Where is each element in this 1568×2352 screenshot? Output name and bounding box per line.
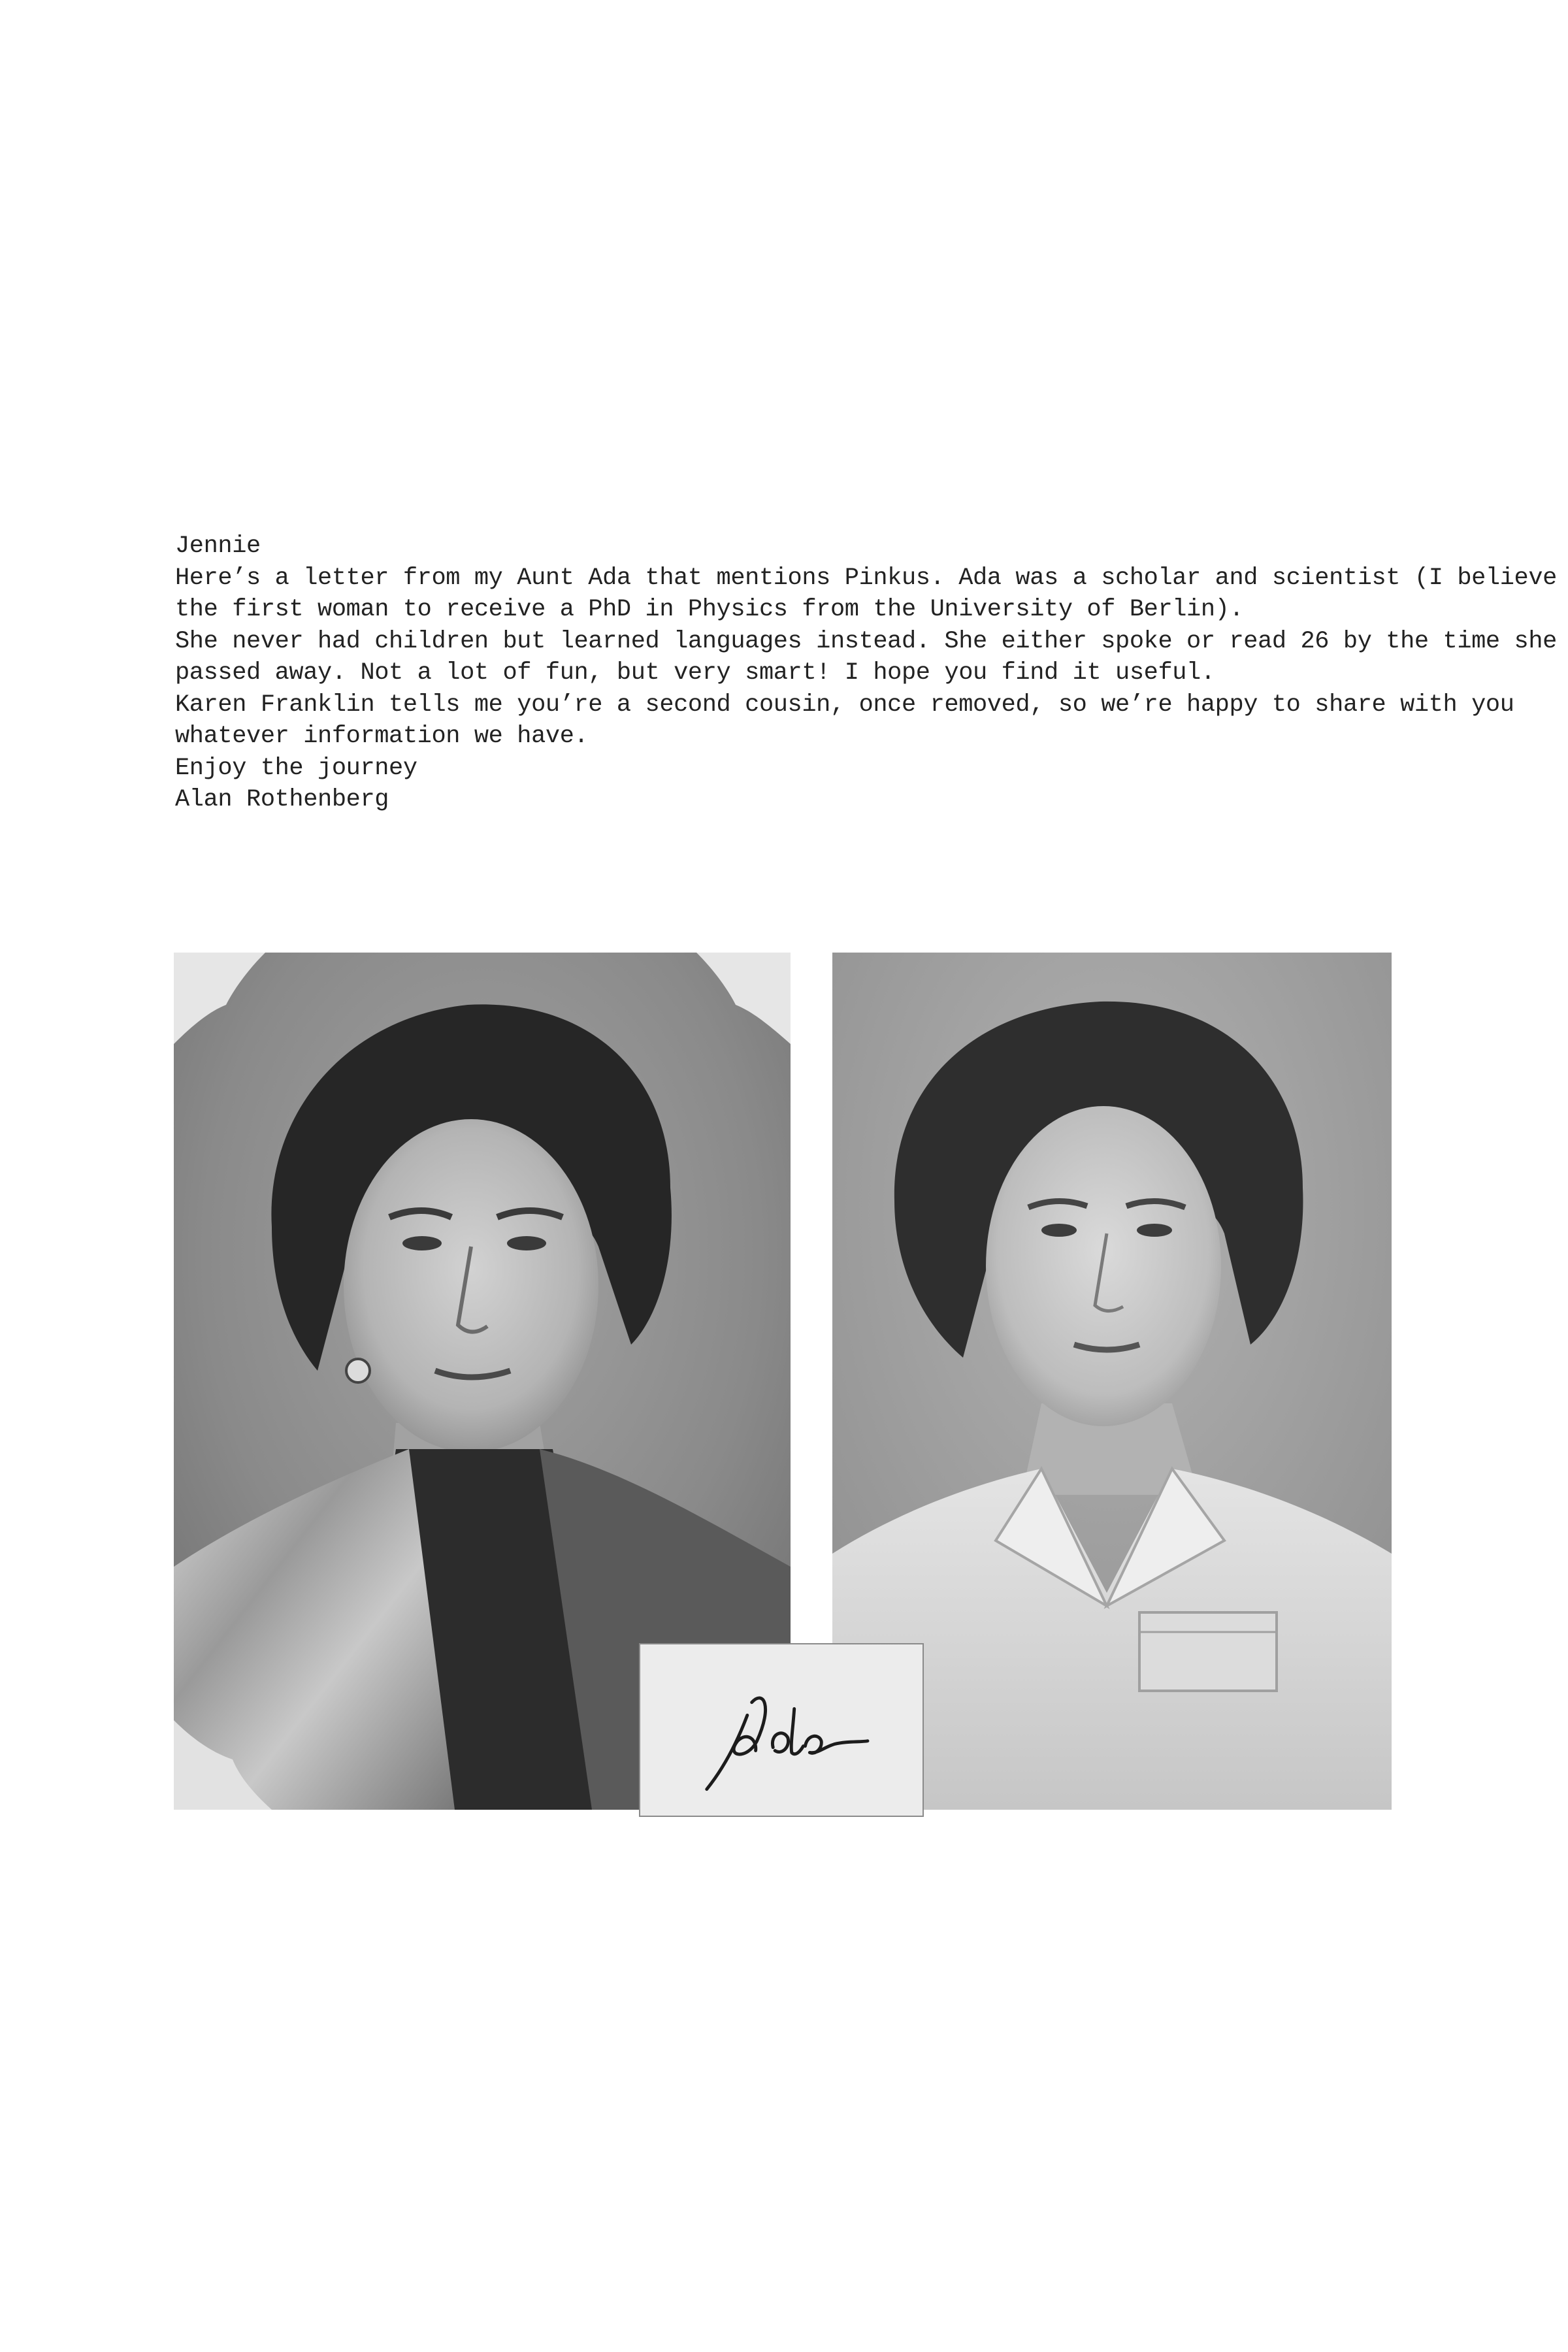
letter-salutation: Jennie (175, 532, 261, 560)
signature-image (640, 1644, 923, 1816)
letter-line: Karen Franklin tells me you’re a second cousin, once removed, so we’re happy to share with you (175, 691, 1514, 719)
letter-signoff: Alan Rothenberg (175, 786, 389, 813)
letter-line: passed away. Not a lot of fun, but very smart! I hope you find it useful. (175, 659, 1215, 687)
letter-line: the first woman to receive a PhD in Physics from the University of Berlin). (175, 596, 1244, 623)
letter-line: Here’s a letter from my Aunt Ada that mentions Pinkus. Ada was a scholar and scientist (I believe (175, 564, 1557, 592)
letter-text (175, 531, 1557, 816)
letter-line: She never had children but learned languages instead. She either spoke or read 26 by the time she (175, 627, 1557, 655)
letter-closing: Enjoy the journey (175, 754, 417, 782)
signature-card (639, 1643, 924, 1817)
letter-line: whatever information we have. (175, 723, 589, 750)
